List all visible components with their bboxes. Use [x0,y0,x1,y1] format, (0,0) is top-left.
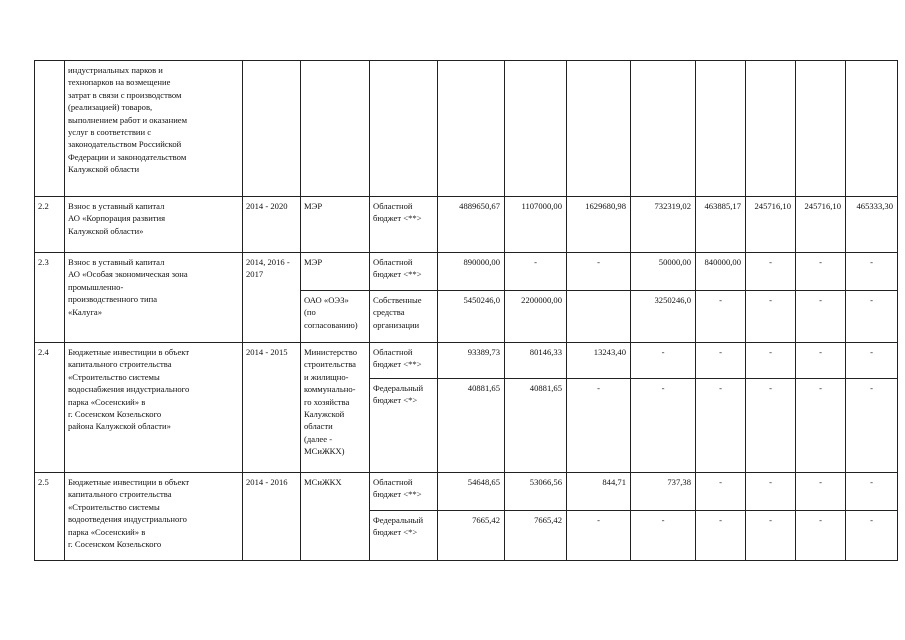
source-cell: Областной бюджет <**> [370,473,438,511]
row-number: 2.5 [35,473,65,561]
source-cell: Областной бюджет <**> [370,253,438,291]
executor-cell: МЭР [301,253,370,291]
value-cell: - [505,253,567,291]
table-row [35,61,898,197]
value-cell: 40881,65 [505,379,567,473]
measure-name: Бюджетные инвестиции в объект капитального строительства «Строительство системы водоснабжения индустриального парка «Сосенский» в г. Сосенском Козельского района Калужской области» [65,343,243,473]
value-cell: - [746,291,796,343]
value-cell: 80146,33 [505,343,567,379]
value-cell: 463885,17 [696,197,746,253]
document-page [34,60,898,561]
value-cell: 40881,65 [438,379,505,473]
value-cell: 1107000,00 [505,197,567,253]
value-cell: 50000,00 [631,253,696,291]
source-cell: Федеральный бюджет <*> [370,379,438,473]
measure-name: Бюджетные инвестиции в объект капитального строительства «Строительство системы водоотведения индустриального парка «Сосенский» в г. Сосенском Козельского [65,473,243,561]
measure-name: Взнос в уставный капитал АО «Корпорация развития Калужской области» [65,197,243,253]
source-cell: Собственные средства организации [370,291,438,343]
value-cell: 7665,42 [438,511,505,561]
value-cell: - [796,379,846,473]
value-cell: - [567,379,631,473]
table-row [35,473,898,511]
years-cell [243,61,301,197]
value-cell: 245716,10 [796,197,846,253]
value-cell: 4889650,67 [438,197,505,253]
value-cell: 5450246,0 [438,291,505,343]
value-cell: 844,71 [567,473,631,511]
value-cell [567,61,631,197]
executor-cell: МЭР [301,197,370,253]
value-cell: 2200000,00 [505,291,567,343]
value-cell: - [631,511,696,561]
value-cell [631,61,696,197]
value-cell: - [746,253,796,291]
table-row [35,253,898,291]
value-cell [746,61,796,197]
row-number [35,61,65,197]
value-cell: - [796,253,846,291]
row-number: 2.3 [35,253,65,343]
value-cell: 737,38 [631,473,696,511]
value-cell: 465333,30 [846,197,898,253]
value-cell: - [796,343,846,379]
value-cell: - [746,473,796,511]
value-cell: 13243,40 [567,343,631,379]
value-cell: - [846,511,898,561]
value-cell [696,61,746,197]
years-cell: 2014 - 2020 [243,197,301,253]
value-cell: - [846,473,898,511]
program-measures-table [34,60,898,561]
table-row [35,197,898,253]
source-cell: Областной бюджет <**> [370,343,438,379]
years-cell: 2014 - 2015 [243,343,301,473]
table-row [35,343,898,379]
value-cell: - [696,511,746,561]
value-cell: - [746,379,796,473]
value-cell [505,61,567,197]
value-cell: - [846,343,898,379]
value-cell: - [696,379,746,473]
value-cell: - [796,291,846,343]
source-cell: Федеральный бюджет <*> [370,511,438,561]
value-cell: - [796,511,846,561]
executor-cell: ОАО «ОЭЗ» (по согласованию) [301,291,370,343]
value-cell: - [696,343,746,379]
value-cell: 93389,73 [438,343,505,379]
value-cell [796,61,846,197]
source-cell: Областной бюджет <**> [370,197,438,253]
value-cell: 732319,02 [631,197,696,253]
executor-cell: МСиЖКХ [301,473,370,561]
value-cell: - [631,379,696,473]
measure-name: индустриальных парков и технопарков на возмещение затрат в связи с производством (реализацией) товаров, выполнением работ и оказанием услуг в соответствии с законодательством Российской Федерации и законодательством Калужской области [65,61,243,197]
value-cell: 890000,00 [438,253,505,291]
value-cell: - [846,291,898,343]
value-cell: 1629680,98 [567,197,631,253]
value-cell: 53066,56 [505,473,567,511]
value-cell: - [696,473,746,511]
value-cell: - [796,473,846,511]
value-cell: 54648,65 [438,473,505,511]
value-cell: - [696,291,746,343]
years-cell: 2014, 2016 - 2017 [243,253,301,343]
value-cell: - [567,253,631,291]
row-number: 2.4 [35,343,65,473]
value-cell: - [746,343,796,379]
value-cell: - [631,343,696,379]
executor-cell [301,61,370,197]
row-number: 2.2 [35,197,65,253]
value-cell: - [746,511,796,561]
value-cell: - [567,511,631,561]
executor-cell: Министерство строительства и жилищно- коммунально- го хозяйства Калужской области (далее - МСиЖКХ) [301,343,370,473]
value-cell: - [846,379,898,473]
value-cell: - [846,253,898,291]
value-cell: 840000,00 [696,253,746,291]
value-cell: 3250246,0 [631,291,696,343]
measure-name: Взнос в уставный капитал АО «Особая экономическая зона промышленно- производственного типа «Калуга» [65,253,243,343]
value-cell [567,291,631,343]
years-cell: 2014 - 2016 [243,473,301,561]
value-cell [846,61,898,197]
value-cell: 7665,42 [505,511,567,561]
value-cell: 245716,10 [746,197,796,253]
source-cell [370,61,438,197]
value-cell [438,61,505,197]
